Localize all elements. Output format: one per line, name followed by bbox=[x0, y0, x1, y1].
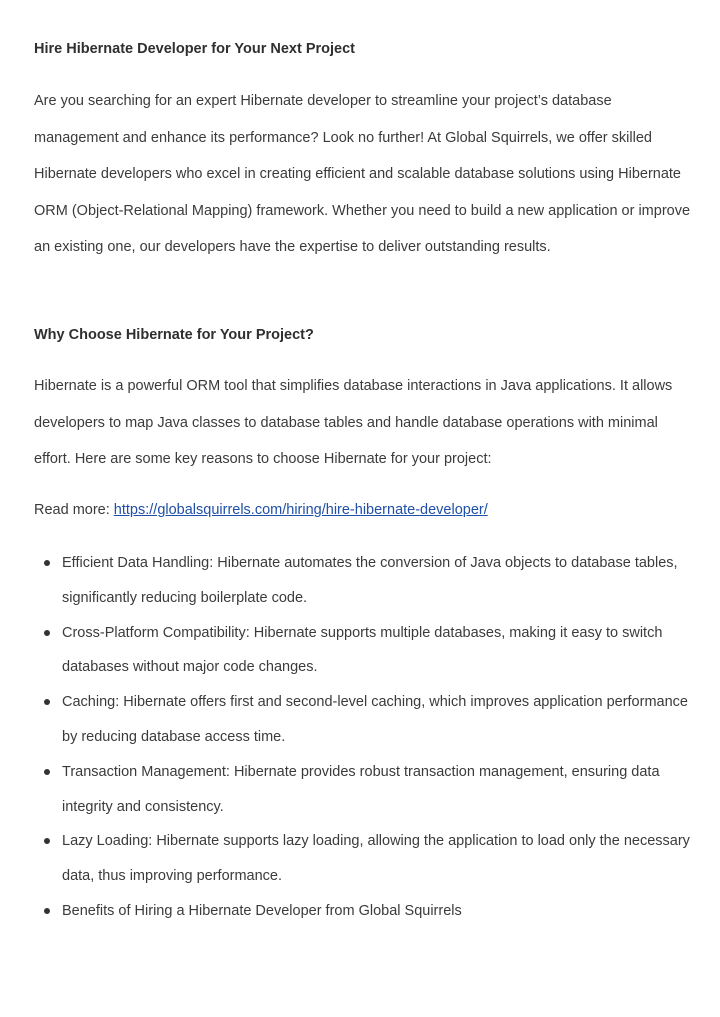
intro-paragraph: Are you searching for an expert Hibernate developer to streamline your project’s database management and enhance its performance? Look no further! At Global Squirrels, we offer skilled Hibernate developers who excel in creating efficient and scalable database solutions using Hibernate ORM (Object-Relational Mapping) framework. Whether you need to build a new application or improve an existing one, our developers have the expertise to deliver outstanding results. bbox=[34, 93, 691, 256]
read-more-label: Read more: bbox=[34, 502, 114, 518]
list-item bbox=[34, 894, 694, 929]
why-paragraph: Hibernate is a powerful ORM tool that simplifies database interactions in Java applications. It allows developers to map Java classes to database tables and handle database operations with minimal effort. Here are some key reasons to choose Hibernate for your project: bbox=[34, 378, 673, 468]
heading-hire-hibernate: Hire Hibernate Developer for Your Next Project bbox=[34, 41, 355, 57]
bullet-dot-icon bbox=[44, 560, 50, 566]
list-item bbox=[34, 685, 694, 755]
read-more-line bbox=[34, 502, 488, 518]
list-item-text: Cross-Platform Compatibility: Hibernate supports multiple databases, making it easy to switch databases without major code changes. bbox=[62, 624, 663, 676]
list-item-text: Lazy Loading: Hibernate supports lazy loading, allowing the application to load only the necessary data, thus improving performance. bbox=[62, 833, 690, 885]
heading-why-hibernate: Why Choose Hibernate for Your Project? bbox=[34, 327, 314, 343]
list-item-text: Transaction Management: Hibernate provides robust transaction management, ensuring data integrity and consistency. bbox=[62, 763, 660, 815]
bullet-dot-icon bbox=[44, 630, 50, 636]
list-item bbox=[34, 546, 694, 616]
list-item bbox=[34, 755, 694, 825]
list-item bbox=[34, 824, 694, 894]
read-more-link[interactable]: https://globalsquirrels.com/hiring/hire-hibernate-developer/ bbox=[113, 502, 488, 518]
list-item-text: Efficient Data Handling: Hibernate automates the conversion of Java objects to database tables, significantly reducing boilerplate code. bbox=[62, 555, 678, 606]
bullet-dot-icon bbox=[44, 769, 50, 775]
list-item-text: Benefits of Hiring a Hibernate Developer from Global Squirrels bbox=[62, 902, 462, 919]
list-item-text: Caching: Hibernate offers first and second-level caching, which improves application performance by reducing database access time. bbox=[62, 694, 688, 745]
list-item bbox=[34, 616, 694, 686]
bullet-dot-icon bbox=[44, 908, 50, 914]
bullet-dot-icon bbox=[44, 699, 50, 705]
reasons-list bbox=[34, 546, 694, 929]
bullet-dot-icon bbox=[44, 838, 50, 844]
